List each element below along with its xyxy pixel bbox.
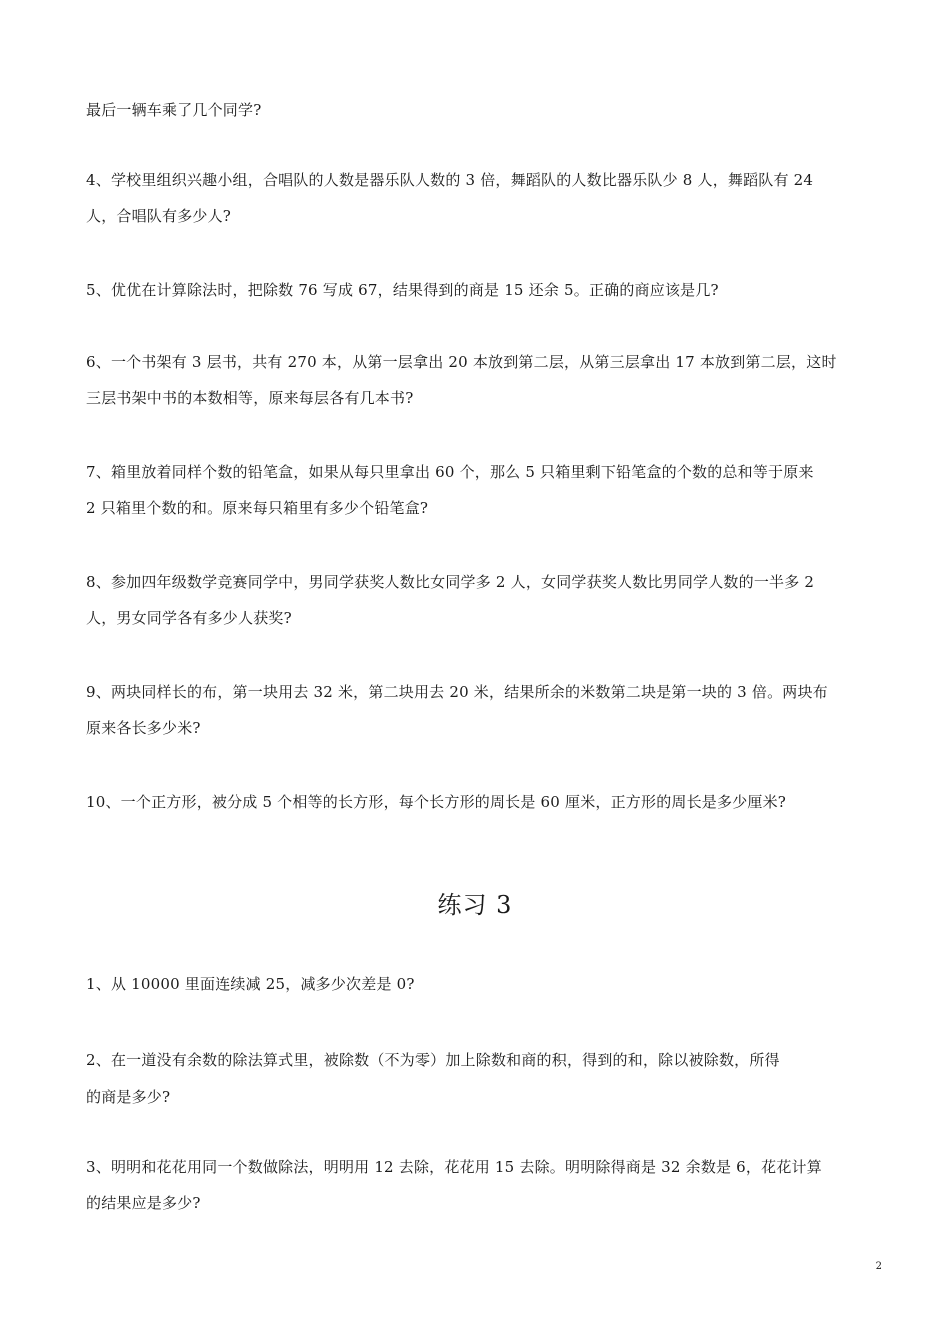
- text-line: 最后一辆车乘了几个同学?: [86, 101, 262, 119]
- question-7-line-2: 2 只箱里个数的和。原来每只箱里有多少个铅笔盒?: [86, 499, 429, 517]
- question-8-line-1: 8、参加四年级数学竞赛同学中，男同学获奖人数比女同学多 2 人，女同学获奖人数比男同学人数的一半多 2: [86, 573, 815, 591]
- question-5: 5、优优在计算除法时，把除数 76 写成 67，结果得到的商是 15 还余 5。正确的商应该是几?: [86, 281, 719, 299]
- exercise3-question-3-line-1: 3、明明和花花用同一个数做除法，明明用 12 去除，花花用 15 去除。明明除得商是 32 余数是 6，花花计算: [86, 1158, 822, 1176]
- question-6-line-1: 6、一个书架有 3 层书，共有 270 本，从第一层拿出 20 本放到第二层，从第三层拿出 17 本放到第二层，这时: [86, 353, 837, 371]
- question-8-line-2: 人，男女同学各有多少人获奖?: [86, 609, 292, 627]
- page-number: 2: [875, 1261, 882, 1272]
- question-9-line-1: 9、两块同样长的布，第一块用去 32 米，第二块用去 20 米，结果所余的米数第二块是第一块的 3 倍。两块布: [86, 683, 828, 701]
- exercise3-question-1: 1、从 10000 里面连续减 25，减多少次差是 0?: [86, 975, 415, 993]
- exercise3-question-2-line-2: 的商是多少?: [86, 1088, 171, 1106]
- question-7-line-1: 7、箱里放着同样个数的铅笔盒，如果从每只里拿出 60 个，那么 5 只箱里剩下铅笔盒的个数的总和等于原来: [86, 463, 814, 481]
- exercise3-question-3-line-2: 的结果应是多少?: [86, 1194, 201, 1212]
- question-6-line-2: 三层书架中书的本数相等，原来每层各有几本书?: [86, 389, 414, 407]
- question-9-line-2: 原来各长多少米?: [86, 719, 201, 737]
- question-10: 10、一个正方形，被分成 5 个相等的长方形，每个长方形的周长是 60 厘米，正方形的周长是多少厘米?: [86, 793, 787, 811]
- section-title: 练习 3: [437, 891, 513, 919]
- exercise3-question-2-line-1: 2、在一道没有余数的除法算式里，被除数（不为零）加上除数和商的积，得到的和，除以被除数，所得: [86, 1051, 780, 1069]
- question-4-line-1: 4、学校里组织兴趣小组，合唱队的人数是器乐队人数的 3 倍，舞蹈队的人数比器乐队少 8 人，舞蹈队有 24: [86, 171, 814, 189]
- question-4-line-2: 人，合唱队有多少人?: [86, 207, 232, 225]
